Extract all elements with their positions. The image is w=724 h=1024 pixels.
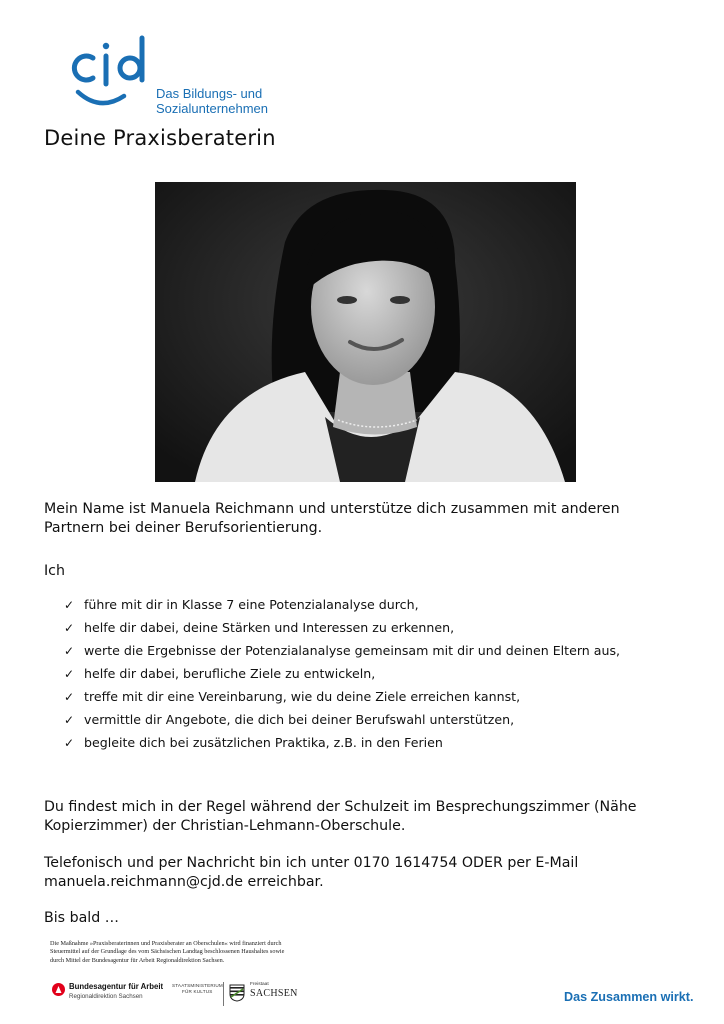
funding-note: Die Maßnahme »Praxisberaterinnen und Praxisberater an Oberschulen« wird finanziert durch Steuermittel auf der Grundlage des vom Sächsischen Landtag beschlossenen Haushaltes sowie durch Mittel der Bundesagentur für Arbeit Regionaldirektion Sachsen. (50, 940, 285, 964)
logo-divider (223, 982, 224, 1006)
check-icon: ✓ (64, 736, 75, 750)
logo-tagline-2: Sozialunternehmen (156, 101, 269, 116)
portrait-photo (155, 182, 576, 482)
task-list (64, 596, 620, 757)
sachsen-logo (172, 982, 302, 1008)
check-icon: ✓ (64, 713, 75, 727)
list-item: ✓ helfe dir dabei, berufliche Ziele zu entwickeln, (64, 666, 376, 681)
location-text: Du findest mich in der Regel während der Schulzeit im Besprechungszimmer (Nähe Kopierzimmer) der Christian-Lehmann-Oberschule. (44, 799, 637, 834)
page-title: Deine Praxisberaterin (44, 126, 276, 150)
cjd-slogan: Das Zusammen wirkt. (564, 990, 694, 1004)
list-item: ✓ treffe mit dir eine Vereinbarung, wie du deine Ziele erreichen kannst, (64, 689, 521, 704)
ministry-name: STAATSMINISTERIUM FÜR KULTUS (172, 983, 223, 994)
list-item: ✓ vermittle dir Angebote, die dich bei deiner Berufswahl unterstützen, (64, 712, 515, 727)
freistaat-label: Freistaat (250, 982, 269, 987)
cjd-wordmark-icon (66, 34, 156, 114)
intro-text: Mein Name ist Manuela Reichmann und unterstütze dich zusammen mit anderen Partnern bei deiner Berufsorientierung. (44, 501, 620, 536)
list-item: ✓ helfe dir dabei, deine Stärken und Interessen zu erkennen, (64, 620, 455, 635)
list-item: ✓ führe mit dir in Klasse 7 eine Potenzialanalyse durch, (64, 597, 419, 612)
bundesagentur-logo (52, 982, 162, 1008)
contact-text: Telefonisch und per Nachricht bin ich unter 0170 1614754 ODER per E-Mail manuela.reichmann@cjd.de erreichbar. (44, 855, 579, 890)
closing-text: Bis bald … (44, 910, 119, 926)
sachsen-label: SACHSEN (250, 988, 298, 999)
check-icon: ✓ (64, 690, 75, 704)
ich-label: Ich (44, 563, 65, 579)
bundesagentur-sub: Regionaldirektion Sachsen (69, 993, 143, 1000)
check-icon: ✓ (64, 644, 75, 658)
check-icon: ✓ (64, 667, 75, 681)
check-icon: ✓ (64, 621, 75, 635)
list-item: ✓ werte die Ergebnisse der Potenzialanalyse gemeinsam mit dir und deinen Eltern aus, (64, 643, 621, 658)
bundesagentur-name: Bundesagentur für Arbeit (69, 982, 164, 991)
sachsen-crest-icon (229, 984, 245, 1002)
bundesagentur-icon (52, 983, 65, 996)
logo-tagline-1: Das Bildungs- und (156, 86, 263, 101)
list-item: ✓ begleite dich bei zusätzlichen Praktika, z.B. in den Ferien (64, 735, 443, 750)
check-icon: ✓ (64, 598, 75, 612)
cjd-logo (66, 34, 269, 124)
